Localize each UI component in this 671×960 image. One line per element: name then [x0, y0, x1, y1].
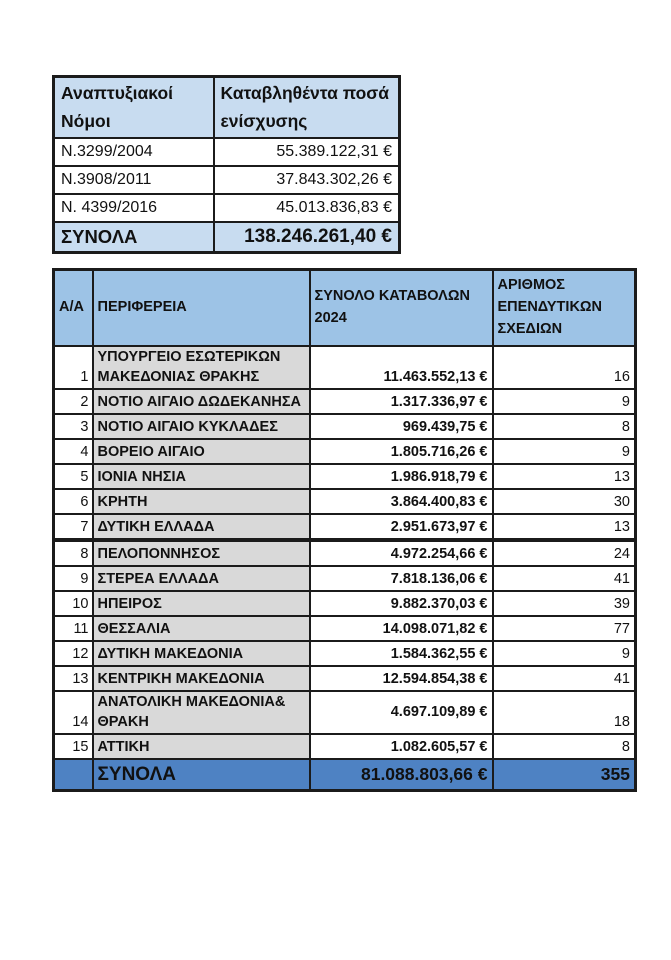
region-name-cell: ΣΤΕΡΕΑ ΕΛΛΑΔΑ: [93, 566, 310, 591]
laws-table-header: [54, 77, 400, 139]
region-amount-cell: 12.594.854,38 €: [310, 666, 493, 691]
region-plans-cell: 77: [493, 616, 636, 641]
region-row: [54, 666, 636, 691]
laws-total-amount: 138.246.261,40 €: [214, 222, 400, 253]
region-name-cell: ΠΕΛΟΠΟΝΝΗΣΟΣ: [93, 540, 310, 566]
law-amount-cell: 55.389.122,31 €: [214, 138, 400, 166]
region-plans-cell: 41: [493, 666, 636, 691]
regions-total-label: ΣΥΝΟΛΑ: [93, 759, 310, 791]
region-index-cell: 11: [54, 616, 93, 641]
regions-table-footer: [54, 759, 636, 791]
region-row: [54, 540, 636, 566]
laws-table-footer: [54, 222, 400, 253]
region-name-cell: ΝΟΤΙΟ ΑΙΓΑΙΟ ΔΩΔΕΚΑΝΗΣΑ: [93, 389, 310, 414]
law-row: [54, 138, 400, 166]
region-plans-cell: 8: [493, 414, 636, 439]
region-index-cell: 6: [54, 489, 93, 514]
region-name-cell: ΑΝΑΤΟΛΙΚΗ ΜΑΚΕΔΟΝΙΑ& ΘΡΑΚΗ: [93, 691, 310, 734]
regions-header-region: ΠΕΡΙΦΕΡΕΙΑ: [93, 270, 310, 347]
region-index-cell: 1: [54, 346, 93, 389]
region-plans-cell: 9: [493, 389, 636, 414]
region-plans-cell: 39: [493, 591, 636, 616]
region-row: [54, 514, 636, 540]
region-row: [54, 346, 636, 389]
region-name-cell: ΔΥΤΙΚΗ ΕΛΛΑΔΑ: [93, 514, 310, 540]
regions-header-plans: ΑΡΙΘΜΟΣ ΕΠΕΝΔΥΤΙΚΩΝ ΣΧΕΔΙΩΝ: [493, 270, 636, 347]
laws-total-row: [54, 222, 400, 253]
region-name-cell: ΒΟΡΕΙΟ ΑΙΓΑΙΟ: [93, 439, 310, 464]
region-amount-cell: 4.697.109,89 €: [310, 691, 493, 734]
regions-total-spacer: [54, 759, 93, 791]
law-amount-cell: 37.843.302,26 €: [214, 166, 400, 194]
laws-header-row: [54, 77, 400, 139]
regions-header-index: Α/Α: [54, 270, 93, 347]
region-plans-cell: 30: [493, 489, 636, 514]
region-row: [54, 591, 636, 616]
region-amount-cell: 1.805.716,26 €: [310, 439, 493, 464]
region-index-cell: 10: [54, 591, 93, 616]
region-row: [54, 414, 636, 439]
region-name-cell: ΙΟΝΙΑ ΝΗΣΙΑ: [93, 464, 310, 489]
region-plans-cell: 16: [493, 346, 636, 389]
region-index-cell: 5: [54, 464, 93, 489]
region-index-cell: 15: [54, 734, 93, 759]
law-amount-cell: 45.013.836,83 €: [214, 194, 400, 222]
region-name-cell: ΘΕΣΣΑΛΙΑ: [93, 616, 310, 641]
region-plans-cell: 9: [493, 439, 636, 464]
region-plans-cell: 9: [493, 641, 636, 666]
regions-table: [52, 268, 637, 792]
region-row: [54, 439, 636, 464]
region-index-cell: 4: [54, 439, 93, 464]
region-row: [54, 691, 636, 734]
region-amount-cell: 11.463.552,13 €: [310, 346, 493, 389]
region-name-cell: ΚΕΝΤΡΙΚΗ ΜΑΚΕΔΟΝΙΑ: [93, 666, 310, 691]
region-amount-cell: 1.082.605,57 €: [310, 734, 493, 759]
region-index-cell: 3: [54, 414, 93, 439]
region-row: [54, 464, 636, 489]
law-row: [54, 194, 400, 222]
region-amount-cell: 969.439,75 €: [310, 414, 493, 439]
region-index-cell: 12: [54, 641, 93, 666]
region-amount-cell: 2.951.673,97 €: [310, 514, 493, 540]
region-index-cell: 7: [54, 514, 93, 540]
region-index-cell: 2: [54, 389, 93, 414]
regions-total-amount: 81.088.803,66 €: [310, 759, 493, 791]
region-name-cell: ΑΤΤΙΚΗ: [93, 734, 310, 759]
region-row: [54, 616, 636, 641]
region-plans-cell: 8: [493, 734, 636, 759]
region-plans-cell: 24: [493, 540, 636, 566]
region-amount-cell: 7.818.136,06 €: [310, 566, 493, 591]
region-row: [54, 389, 636, 414]
region-name-cell: ΗΠΕΙΡΟΣ: [93, 591, 310, 616]
region-name-cell: ΚΡΗΤΗ: [93, 489, 310, 514]
region-amount-cell: 4.972.254,66 €: [310, 540, 493, 566]
regions-table-body: [54, 346, 636, 759]
regions-total-plans: 355: [493, 759, 636, 791]
region-amount-cell: 9.882.370,03 €: [310, 591, 493, 616]
region-index-cell: 14: [54, 691, 93, 734]
laws-total-label: ΣΥΝΟΛΑ: [54, 222, 214, 253]
region-index-cell: 9: [54, 566, 93, 591]
laws-header-amount: Καταβληθέντα ποσά ενίσχυσης: [214, 77, 400, 139]
region-row: [54, 566, 636, 591]
region-name-cell: ΔΥΤΙΚΗ ΜΑΚΕΔΟΝΙΑ: [93, 641, 310, 666]
region-row: [54, 734, 636, 759]
region-plans-cell: 13: [493, 464, 636, 489]
region-plans-cell: 41: [493, 566, 636, 591]
law-name-cell: N. 4399/2016: [54, 194, 214, 222]
regions-header-row: [54, 270, 636, 347]
region-row: [54, 641, 636, 666]
region-plans-cell: 13: [493, 514, 636, 540]
region-amount-cell: 3.864.400,83 €: [310, 489, 493, 514]
region-plans-cell: 18: [493, 691, 636, 734]
law-name-cell: N.3299/2004: [54, 138, 214, 166]
regions-total-row: [54, 759, 636, 791]
region-amount-cell: 1.986.918,79 €: [310, 464, 493, 489]
region-amount-cell: 14.098.071,82 €: [310, 616, 493, 641]
region-name-cell: ΥΠΟΥΡΓΕΙΟ ΕΣΩΤΕΡΙΚΩΝ ΜΑΚΕΔΟΝΙΑΣ ΘΡΑΚΗΣ: [93, 346, 310, 389]
region-amount-cell: 1.584.362,55 €: [310, 641, 493, 666]
law-name-cell: N.3908/2011: [54, 166, 214, 194]
regions-header-payments: ΣΥΝΟΛΟ ΚΑΤΑΒΟΛΩΝ 2024: [310, 270, 493, 347]
laws-table-body: [54, 138, 400, 222]
region-name-cell: ΝΟΤΙΟ ΑΙΓΑΙΟ ΚΥΚΛΑΔΕΣ: [93, 414, 310, 439]
regions-table-header: [54, 270, 636, 347]
laws-table: [52, 75, 401, 254]
region-index-cell: 8: [54, 540, 93, 566]
laws-header-name: Αναπτυξιακοί Νόμοι: [54, 77, 214, 139]
law-row: [54, 166, 400, 194]
region-index-cell: 13: [54, 666, 93, 691]
region-amount-cell: 1.317.336,97 €: [310, 389, 493, 414]
region-row: [54, 489, 636, 514]
